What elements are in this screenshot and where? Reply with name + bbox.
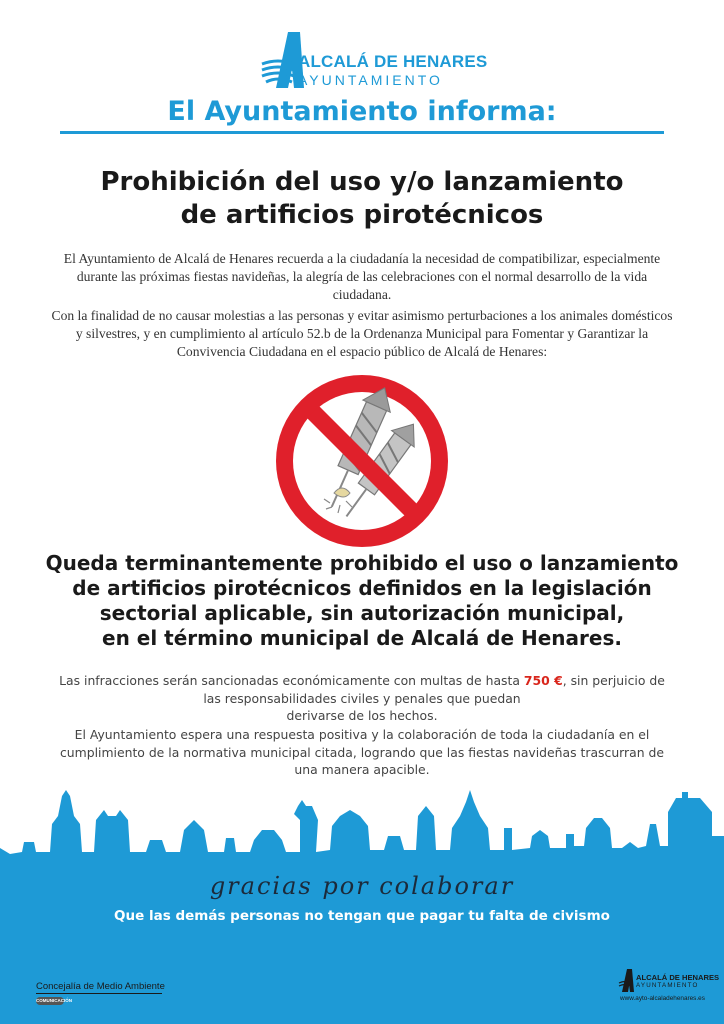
brand-subtitle: AYUNTAMIENTO xyxy=(298,72,443,88)
notice-title-line: de artificios pirotécnicos xyxy=(180,200,544,230)
prohibition-statement xyxy=(30,551,694,651)
fines-text: , sin perjuicio de las responsabilidades civiles y penales que puedan xyxy=(203,673,665,706)
prohibition-line: Queda terminantemente prohibido el uso o lanzamiento xyxy=(45,551,679,575)
civism-slogan: Que las demás personas no tengan que pagar tu falta de civismo xyxy=(114,908,610,924)
notice-title xyxy=(40,166,684,232)
brand-name: ALCALÁ DE HENARES xyxy=(298,52,488,71)
page-heading: El Ayuntamiento informa: xyxy=(167,96,557,127)
fines-text: Las infracciones serán sancionadas económicamente con multas de hasta xyxy=(59,673,524,688)
ayuntamiento-logo xyxy=(258,30,488,94)
prohibition-line: en el término municipal de Alcalá de Henares. xyxy=(102,626,622,650)
website-url: www.ayto-alcaladehenares.es xyxy=(620,995,705,1002)
purpose-paragraph: Con la finalidad de no causar molestias a las personas y evitar asimismo perturbaciones a los animales domésticos y silvestres, y en cumplimiento al artículo 52.b de la Ordenanza Municipal para Fomentar y Garantizar la Convivencia Ciudadana en el espacio público de Alcalá de Henares: xyxy=(51,308,673,359)
footer-brand-subtitle: AYUNTAMIENTO xyxy=(636,982,699,989)
footer-brand-name: ALCALÁ DE HENARES xyxy=(636,973,720,982)
heading-divider xyxy=(60,131,664,134)
notice-title-line: Prohibición del uso y/o lanzamiento xyxy=(100,167,624,197)
no-fireworks-sign-icon xyxy=(276,375,448,547)
prohibition-line: sectorial aplicable, sin autorización municipal, xyxy=(99,601,625,625)
thanks-message: gracias por colaborar xyxy=(209,872,515,900)
comunicacion-badge: COMUNICACIÓN xyxy=(36,998,72,1003)
fines-paragraph xyxy=(50,672,674,725)
ayuntamiento-logo-icon xyxy=(618,968,636,994)
prohibition-line: de artificios pirotécnicos definidos en la legislación xyxy=(72,576,652,600)
department-divider xyxy=(36,993,162,994)
fines-text: derivarse de los hechos. xyxy=(286,708,438,723)
closing-paragraph: El Ayuntamiento espera una respuesta positiva y la colaboración de toda la ciudadanía en el cumplimiento de la normativa municipal citada, logrando que las fiestas navideñas trascurran de una manera apacible. xyxy=(59,727,665,777)
intro-paragraph: El Ayuntamiento de Alcalá de Henares recuerda a la ciudadanía la necesidad de compatibilizar, especialmente durante las próximas fiestas navideñas, la alegría de las celebraciones con el normal desarrollo de la vida ciudadana. xyxy=(63,251,661,302)
fine-amount: 750 € xyxy=(523,673,563,688)
department-name: Concejalía de Medio Ambiente xyxy=(36,981,165,992)
